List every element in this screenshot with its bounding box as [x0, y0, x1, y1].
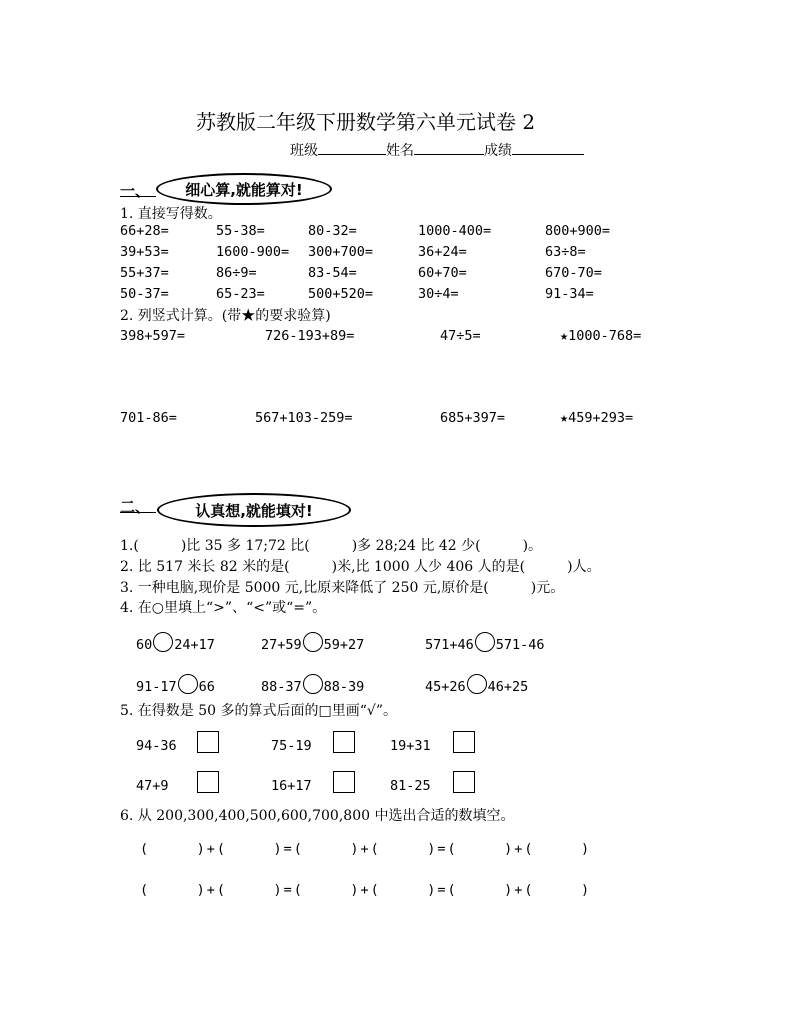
vertical-calc-8: ★459+293= — [560, 410, 634, 426]
arith-item: 80-32= — [308, 223, 357, 239]
compare-item — [261, 632, 364, 653]
arith-item: 30÷4= — [418, 286, 459, 302]
compare-item — [425, 674, 528, 695]
compare-right: 66 — [198, 679, 215, 695]
section2-number: 二、 — [120, 498, 151, 516]
check-expr: 19+31 — [390, 738, 431, 754]
fill-row-1[interactable]: ( )+( )=( )+( )=( )+( ) — [140, 841, 592, 857]
compare-right: 88-39 — [323, 679, 365, 695]
check-expr: 94-36 — [136, 738, 177, 754]
page-title: 苏教版二年级下册数学第六单元试卷 2 — [196, 110, 536, 134]
score-label: 成绩 — [484, 143, 512, 159]
check-box[interactable] — [197, 731, 219, 753]
arith-item: 36+24= — [418, 244, 467, 260]
arith-item: 39+53= — [120, 244, 169, 260]
s2-q1: 1.( )比 35 多 17;72 比( )多 28;24 比 42 少( )。 — [120, 538, 543, 554]
compare-item — [425, 632, 545, 653]
compare-item — [136, 632, 215, 653]
arith-item: 65-23= — [216, 286, 265, 302]
name-label: 姓名 — [386, 143, 414, 159]
arith-item: 1000-400= — [418, 223, 492, 239]
compare-left: 571+46 — [425, 637, 474, 653]
s2-q6: 6. 从 200,300,400,500,600,700,800 中选出合适的数填空。 — [120, 808, 515, 824]
compare-right: 571-46 — [495, 637, 545, 653]
check-box[interactable] — [453, 731, 475, 753]
s2-q5: 5. 在得数是 50 多的算式后面的□里画“√”。 — [120, 703, 397, 719]
arith-item: 1600-900= — [216, 244, 290, 260]
section2-badge-text: 认真想,就能填对! — [195, 501, 313, 520]
compare-right: 46+25 — [487, 679, 529, 695]
check-box[interactable] — [197, 771, 219, 793]
arith-item: 55+37= — [120, 265, 169, 281]
check-expr: 16+17 — [271, 778, 312, 794]
section1-badge — [156, 173, 332, 205]
compare-circle[interactable] — [178, 674, 198, 694]
section1-badge-text: 细心算,就能算对! — [185, 180, 303, 199]
check-box[interactable] — [333, 771, 355, 793]
vertical-calc-7: 685+397= — [440, 410, 506, 426]
compare-circle[interactable] — [303, 674, 323, 694]
fill-row-2[interactable]: ( )+( )=( )+( )=( )+( ) — [140, 882, 592, 898]
compare-left: 91-17 — [136, 679, 177, 695]
compare-circle[interactable] — [475, 632, 495, 652]
section2-underline — [120, 512, 156, 513]
arith-item: 63÷8= — [545, 244, 586, 260]
arith-item: 60+70= — [418, 265, 467, 281]
arith-item: 55-38= — [216, 223, 265, 239]
class-label: 班级 — [290, 143, 318, 159]
vertical-calc-5: 701-86= — [120, 410, 177, 426]
compare-right: 59+27 — [323, 637, 365, 653]
check-box[interactable] — [453, 771, 475, 793]
compare-item — [261, 674, 364, 695]
s2-q2: 2. 比 517 米长 82 米的是( )米,比 1000 人少 406 人的是( )人。 — [120, 559, 601, 575]
section1-underline — [120, 196, 156, 197]
vertical-calc-2: 726-193+89= — [265, 328, 355, 344]
compare-circle[interactable] — [153, 632, 173, 652]
compare-item — [136, 674, 215, 695]
compare-circle[interactable] — [467, 674, 487, 694]
arith-item: 66+28= — [120, 223, 169, 239]
s2-q3: 3. 一种电脑,现价是 5000 元,比原来降低了 250 元,原价是( )元。 — [120, 580, 565, 596]
section2-badge — [157, 493, 351, 527]
q1-title: 1. 直接写得数。 — [120, 206, 222, 222]
vertical-calc-3: 47÷5= — [440, 328, 481, 344]
score-blank[interactable] — [512, 140, 584, 155]
compare-left: 45+26 — [425, 679, 466, 695]
check-expr: 81-25 — [390, 778, 431, 794]
check-expr: 75-19 — [271, 738, 312, 754]
info-line — [290, 140, 584, 160]
arith-item: 800+900= — [545, 223, 611, 239]
arith-item: 83-54= — [308, 265, 357, 281]
compare-right: 24+17 — [174, 637, 215, 653]
name-blank[interactable] — [414, 140, 484, 155]
vertical-calc-4: ★1000-768= — [560, 328, 642, 344]
s2-q4: 4. 在○里填上“>”、“<”或“=”。 — [120, 600, 327, 616]
section1-number: 一、 — [120, 182, 151, 200]
check-expr: 47+9 — [136, 778, 169, 794]
class-blank[interactable] — [318, 140, 386, 155]
arith-item: 670-70= — [545, 265, 602, 281]
arith-item: 86÷9= — [216, 265, 257, 281]
compare-left: 88-37 — [261, 679, 302, 695]
arith-item: 50-37= — [120, 286, 169, 302]
compare-left: 27+59 — [261, 637, 302, 653]
vertical-calc-1: 398+597= — [120, 328, 186, 344]
compare-circle[interactable] — [303, 632, 323, 652]
arith-item: 300+700= — [308, 244, 374, 260]
arith-item: 91-34= — [545, 286, 594, 302]
check-box[interactable] — [333, 731, 355, 753]
q2-title: 2. 列竖式计算。(带★的要求验算) — [120, 308, 331, 324]
arith-item: 500+520= — [308, 286, 374, 302]
compare-left: 60 — [136, 637, 153, 653]
vertical-calc-6: 567+103-259= — [255, 410, 353, 426]
